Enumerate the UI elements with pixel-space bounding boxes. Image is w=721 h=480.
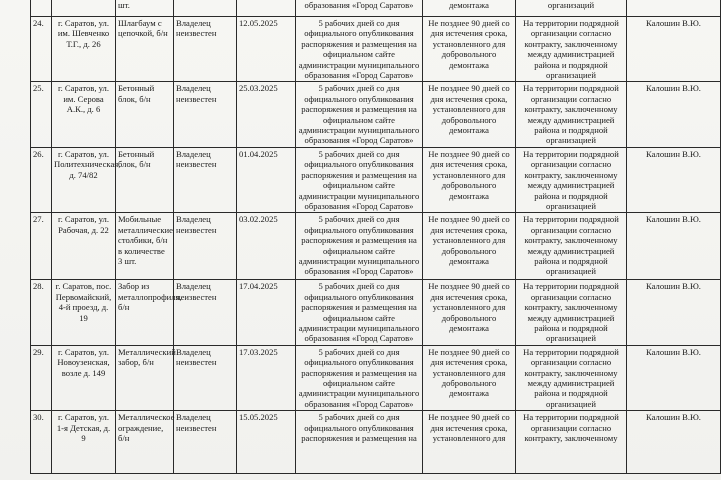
row-storage-place: На территории подрядной организации согласно контракту, заключенному [516,411,627,474]
row-object: Мобильные металлические столбики, б/н в количестве 3 шт. [116,213,174,280]
header-num-cell [31,0,52,17]
row-voluntary-term: 5 рабочих дней со дня официального опубликования распоряжения и размещения на [296,411,423,474]
row-address: г. Саратов, ул. им. Шевченко Т.Г., д. 26 [52,17,116,82]
row-dismantling-term: Не позднее 90 дней со дня истечения срока, установленного для добровольного демонтажа [423,147,516,212]
table-row [31,82,721,147]
row-date: 17.03.2025 [237,345,296,410]
table-row [31,213,721,280]
row-object: Металлическое ограждение, б/н [116,411,174,474]
row-address: г. Саратов, ул. Новоузенская, возле д. 149 [52,345,116,410]
table-header-continuation [31,0,721,17]
table-row [31,411,721,474]
row-storage-place: На территории подрядной организации согласно контракту, заключенному между администрацией района и подрядной организацией [516,280,627,345]
table-row [31,147,721,212]
header-term-cell: образования «Город Саратов» [296,0,423,17]
row-address: г. Саратов, ул. Политехническая, д. 74/82 [52,147,116,212]
row-dismantling-term: Не позднее 90 дней со дня истечения срока, установленного для добровольного демонтажа [423,82,516,147]
row-voluntary-term: 5 рабочих дней со дня официального опубликования распоряжения и размещения на официальном сайте администрации муниципального образования «Город Саратов» [296,147,423,212]
row-number: 24. [31,17,52,82]
row-dismantling-term: Не позднее 90 дней со дня истечения срока, установленного для добровольного демонтажа [423,280,516,345]
row-dismantling-term: Не позднее 90 дней со дня истечения срока, установленного для добровольного демонтажа [423,17,516,82]
row-object: Забор из металлопрофиля, б/н [116,280,174,345]
row-object: Бетонный блок, б/н [116,147,174,212]
row-storage-place: На территории подрядной организации согласно контракту, заключенному между администрацией района и подрядной организацией [516,213,627,280]
row-number: 26. [31,147,52,212]
row-date: 01.04.2025 [237,147,296,212]
row-object: Металлический забор, б/н [116,345,174,410]
row-number: 30. [31,411,52,474]
header-storage-place-cell: организаций [516,0,627,17]
row-owner: Владелец неизвестен [174,345,237,410]
row-date: 25.03.2025 [237,82,296,147]
row-owner: Владелец неизвестен [174,213,237,280]
header-dismantling-cell: демонтажа [423,0,516,17]
header-owner-cell [174,0,237,17]
row-object: Шлагбаум с цепочкой, б/н [116,17,174,82]
row-storage-place: На территории подрядной организации согласно контракту, заключенному между администрацией района и подрядной организацией [516,147,627,212]
row-object: Бетонный блок, б/н [116,82,174,147]
row-owner: Владелец неизвестен [174,147,237,212]
row-responsible: Калошин В.Ю. [627,82,721,147]
row-voluntary-term: 5 рабочих дней со дня официального опубликования распоряжения и размещения на официальном сайте администрации муниципального образования «Город Саратов» [296,280,423,345]
row-responsible: Калошин В.Ю. [627,345,721,410]
row-storage-place: На территории подрядной организации согласно контракту, заключенному между администрацией района и подрядной организацией [516,17,627,82]
table-row [31,17,721,82]
row-date: 17.04.2025 [237,280,296,345]
row-number: 29. [31,345,52,410]
row-responsible: Калошин В.Ю. [627,213,721,280]
row-responsible: Калошин В.Ю. [627,147,721,212]
row-dismantling-term: Не позднее 90 дней со дня истечения срока, установленного для добровольного демонтажа [423,345,516,410]
header-object-cell: шт. [116,0,174,17]
row-number: 28. [31,280,52,345]
dismantling-register-table [30,0,721,474]
row-responsible: Калошин В.Ю. [627,280,721,345]
table-row [31,345,721,410]
row-responsible: Калошин В.Ю. [627,411,721,474]
row-storage-place: На территории подрядной организации согласно контракту, заключенному между администрацией района и подрядной организацией [516,345,627,410]
row-number: 25. [31,82,52,147]
row-owner: Владелец неизвестен [174,411,237,474]
row-responsible: Калошин В.Ю. [627,17,721,82]
row-voluntary-term: 5 рабочих дней со дня официального опубликования распоряжения и размещения на официальном сайте администрации муниципального образования «Город Саратов» [296,17,423,82]
header-responsible-cell [627,0,721,17]
row-address: г. Саратов, пос. Первомайский, 4-й проезд, д. 19 [52,280,116,345]
row-storage-place: На территории подрядной организации согласно контракту, заключенному между администрацией района и подрядной организацией [516,82,627,147]
row-voluntary-term: 5 рабочих дней со дня официального опубликования распоряжения и размещения на официальном сайте администрации муниципального образования «Город Саратов» [296,213,423,280]
row-number: 27. [31,213,52,280]
row-date: 03.02.2025 [237,213,296,280]
header-addr-cell [52,0,116,17]
row-address: г. Саратов, ул. им. Серова А.К., д. 6 [52,82,116,147]
row-voluntary-term: 5 рабочих дней со дня официального опубликования распоряжения и размещения на официальном сайте администрации муниципального образования «Город Саратов» [296,345,423,410]
row-dismantling-term: Не позднее 90 дней со дня истечения срока, установленного для добровольного демонтажа [423,213,516,280]
row-address: г. Саратов, ул. Рабочая, д. 22 [52,213,116,280]
row-date: 15.05.2025 [237,411,296,474]
row-date: 12.05.2025 [237,17,296,82]
row-owner: Владелец неизвестен [174,17,237,82]
header-date-cell [237,0,296,17]
row-owner: Владелец неизвестен [174,82,237,147]
row-voluntary-term: 5 рабочих дней со дня официального опубликования распоряжения и размещения на официальном сайте администрации муниципального образования «Город Саратов» [296,82,423,147]
row-address: г. Саратов, ул. 1-я Детская, д. 9 [52,411,116,474]
row-dismantling-term: Не позднее 90 дней со дня истечения срока, установленного для [423,411,516,474]
table-row [31,280,721,345]
row-owner: Владелец неизвестен [174,280,237,345]
